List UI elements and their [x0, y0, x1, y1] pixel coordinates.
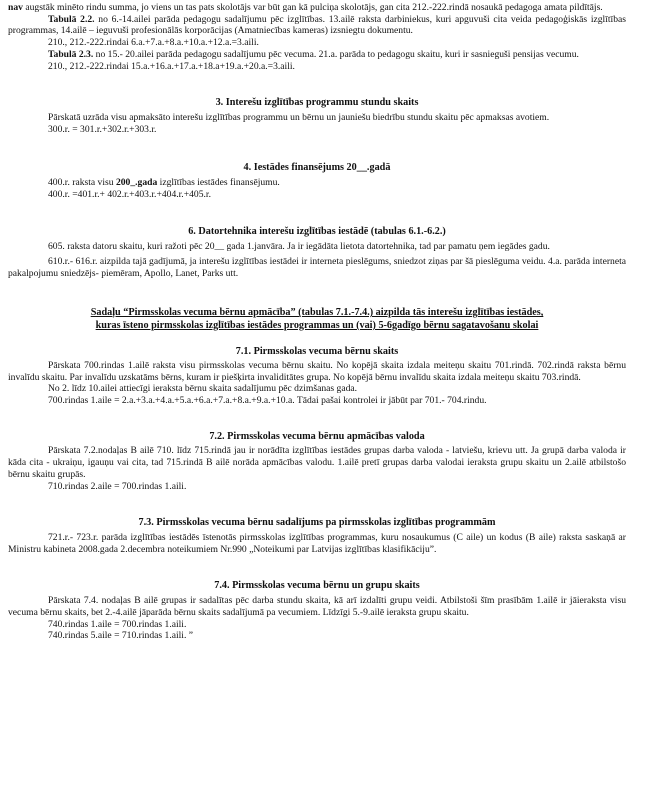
section-4-formula: 400.r. =401.r.+ 402.r.+403.r.+404.r.+405.r.	[48, 188, 211, 200]
intro-formula-2: 210., 212.-222.rindai 15.a.+16.a.+17.a.+18.a+19.a.+20.a.=3.aili.	[48, 60, 295, 72]
section-4-text-post: izglītības iestādes finansējumu.	[157, 177, 280, 189]
section-3-heading: 3. Interešu izglītības programmu stundu skaits	[215, 97, 419, 109]
intro-paragraph-3	[8, 49, 626, 61]
intro-text-2: no 6.-14.ailei parāda pedagogu sadalījumu pēc izglītības. 13.ailē raksta darbiniekus, kuri apguvuši cita veida pedagoģiskās izglītības programmas, 14.ailē – ieguvuši profesionālās korporācijas (Amatniecības kameras) izsniegtu dokumentu.	[8, 13, 626, 37]
section-6-heading: 6. Datortehnika interešu izglītības iestādē (tabulas 6.1.-6.2.)	[188, 226, 446, 238]
document-page	[0, 2, 645, 792]
section-3-paragraph: Pārskatā uzrāda visu apmaksāto interešu izglītības programmu un bērnu un jauniešu biedrību stundu skaitu pēc apmaksas avotiem.	[48, 111, 550, 123]
section-4-paragraph	[8, 177, 626, 189]
section-6-paragraph-1: 605. raksta datoru skaitu, kuri ražoti pēc 20__ gada 1.janvāra. Ja ir iegādāta lietota datortehnika, tad par pamatu ņem iegādes gadu.	[48, 241, 550, 253]
section-7-2-heading: 7.2. Pirmsskolas vecuma bērnu apmācības valoda	[209, 430, 425, 442]
section-4-text-pre: 400.r. raksta visu	[48, 177, 116, 189]
table-2-2-label: Tabulā 2.2.	[48, 13, 95, 25]
section-7-1-formula: 700.rindas 1.aile = 2.a.+3.a.+4.a.+5.a.+6.a.+7.a.+8.a.+9.a.+10.a. Tādai pašai kontrolei ir jābūt par 701.- 704.rindu.	[48, 395, 487, 407]
intro-paragraph-2	[8, 14, 626, 37]
section-7-1-heading: 7.1. Pirmsskolas vecuma bērnu skaits	[235, 346, 399, 358]
section-3-formula: 300.r. = 301.r.+302.r.+303.r.	[48, 123, 157, 135]
preschool-section-note-line-1: Sadaļu “Pirmsskolas vecuma bērnu apmācība” (tabulas 7.1.-7.4.) aizpilda tās interešu izglītības iestādes,	[90, 307, 544, 319]
section-7-4-formula-2: 740.rindas 5.aile = 710.rindas 1.aili. ”	[48, 630, 194, 642]
intro-formula-1: 210., 212.-222.rindai 6.a.+7.a.+8.a.+10.a.+12.a.=3.aili.	[48, 37, 259, 49]
section-7-1-paragraph-2: No 2. līdz 10.ailei attiecīgi ieraksta bērnu skaita sadalījumu pēc dzimšanas gada.	[48, 383, 358, 395]
section-7-4-formula-1: 740.rindas 1.aile = 700.rindas 1.aili.	[48, 618, 187, 630]
intro-paragraph-1	[8, 2, 626, 14]
intro-bold-nav: nav	[8, 2, 23, 13]
section-6-paragraph-2: 610.r.- 616.r. aizpilda tajā gadījumā, ja interešu izglītības iestādei ir interneta pieslēgums, sniedzot ziņas par šā pieslēguma veidu. 4.a. parāda interneta pakalpojumu sniedzējs- piemēram, Apollo, Lanet, Parks utt.	[8, 255, 626, 279]
section-7-3-heading: 7.3. Pirmsskolas vecuma bērnu sadalījums pa pirmsskolas izglītības programmām	[138, 517, 496, 529]
section-7-1-paragraph-1: Pārskata 700.rindas 1.ailē raksta visu pirmsskolas vecuma bērnu skaitu. No kopējā skaita izdala meiteņu skaitu 701.rindā. 702.rindā raksta bērnu invalīdu skaitu. Par invalīdu uzskatāms bērns, kuram ir piešķirta invaliditātes grupa. No kopējā bērnu invalīdu skaita izdala meiteņu skaitu 703.rindā.	[8, 359, 626, 383]
table-2-3-label: Tabulā 2.3.	[48, 48, 94, 60]
section-7-2-paragraph: Pārskata 7.2.nodaļas B ailē 710. līdz 715.rindā jau ir norādīta izglītības iestādes grupas darba valoda - latviešu, krievu utt. Ja grupā darba valoda ir kāda cita - ukraiņu, igauņu vai cita, tad 715.rindā B ailē norāda apmācības valodu. 1.ailē pretī grupas darba valodai ieraksta grupu skaitu un 2.ailē atbilstošo bērnu skaitu grupās.	[8, 445, 626, 480]
intro-text-1: augstāk minēto rindu summa, jo viens un tas pats skolotājs var būt gan kā pulciņa skolotājs, gan cita 212.-222.rindā nosaukā pedagoga amata pildītājs.	[22, 2, 603, 13]
section-4-heading: 4. Iestādes finansējums 20__.gadā	[243, 162, 391, 174]
section-7-4-heading: 7.4. Pirmsskolas vecuma bērnu un grupu skaits	[214, 580, 420, 592]
section-7-3-paragraph: 721.r.- 723.r. parāda izglītības iestādēs īstenotās pirmsskolas izglītības programmas, kuru nosaukumus (C aile) un kodus (B aile) raksta saskaņā ar Ministru kabineta 2008.gada 2.decembra noteikumiem Nr.990 „Noteikumi par Latvijas izglītības klasifikāciju”.	[8, 531, 626, 555]
section-4-year-bold: 200_.gada	[115, 177, 158, 189]
section-7-4-paragraph: Pārskata 7.4. nodaļas B ailē grupas ir sadalītas pēc darba stundu skaita, kā arī izdalīti grupu veidi. Atbilstoši šīm prasībām 1.ailē ir jāieraksta visu vecuma bērnu skaits, bet 2.-4.ailē jāparāda bērnu skaits sadalījumā pa vecumiem. Līdzīgi 5.-9.ailē ieraksta grupu skaitu.	[8, 595, 626, 618]
intro-text-3: no 15.- 20.ailei parāda pedagogu sadalījumu pēc vecuma. 21.a. parāda to pedagogu skaitu, kuri ir sasnieguši pensijas vecumu.	[93, 48, 579, 60]
section-7-2-formula: 710.rindas 2.aile = 700.rindas 1.aili.	[48, 480, 187, 492]
preschool-section-note-line-2: kuras īsteno pirmsskolas izglītības iestādes programmas un (vai) 5-6gadīgo bērnu sagatavošanu skolai	[95, 319, 539, 331]
